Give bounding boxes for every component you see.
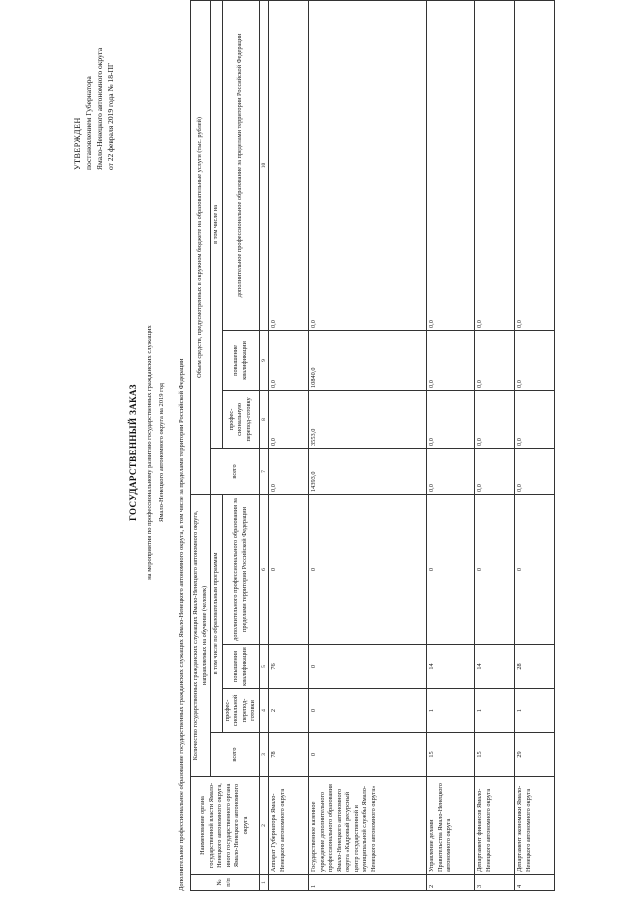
- header-total: всего: [211, 733, 260, 777]
- header-incl: в том числе по образовательным программам: [211, 494, 223, 732]
- cell-total: 0: [309, 733, 427, 777]
- table-row: [427, 0, 475, 890]
- cell-qual: 28: [515, 645, 555, 689]
- column-number: 6: [259, 494, 269, 644]
- cell-abroad: 0: [515, 494, 555, 644]
- cell-no: 2: [427, 875, 475, 891]
- column-number: 7: [259, 448, 269, 494]
- cell-organ: Департамент экономики Ямало-Ненецкого автономного округа: [515, 777, 555, 875]
- cell-no: 3: [475, 875, 515, 891]
- cell-organ: Аппарат Губернатора Ямало-Ненецкого автономного округа: [269, 777, 309, 875]
- cell-volume-qual: 0,0: [515, 330, 555, 390]
- cell-organ: Государственное казенное учреждение дополнительного профессионального образования Ямало-Ненецкого автономного округа «Кадровый ресурсный центр государственной и муниципальной службы Ямало-Ненецкого автономного округа»: [309, 777, 427, 875]
- cell-total: 15: [475, 733, 515, 777]
- cell-abroad: 0: [427, 494, 475, 644]
- cell-total: 29: [515, 733, 555, 777]
- approval-heading: УТВЕРЖДЕН: [73, 117, 82, 170]
- header-incl: в том числе на: [211, 0, 223, 448]
- cell-prof: 1: [515, 689, 555, 733]
- cell-volume-prof: 3553,0: [309, 390, 427, 448]
- state-order-table: [190, 0, 555, 891]
- cell-no: 4: [515, 875, 555, 891]
- header-abroad: дополнительного профессионального образования за пределами территории Российской Федерации: [222, 494, 259, 644]
- cell-prof: 1: [427, 689, 475, 733]
- cell-qual: 76: [269, 645, 309, 689]
- cell-no: 1: [309, 875, 427, 891]
- cell-prof: 2: [269, 689, 309, 733]
- header-no: № п/п: [191, 875, 260, 891]
- cell-total: 78: [269, 733, 309, 777]
- cell-abroad: 0: [269, 494, 309, 644]
- cell-volume-abroad: 0,0: [515, 0, 555, 330]
- document-subtitle: на мероприятия по профессиональному развитию государственных гражданских служащих: [146, 325, 153, 580]
- column-number: 5: [259, 645, 269, 689]
- table-row: [475, 0, 515, 890]
- column-number: 4: [259, 689, 269, 733]
- cell-prof: 0: [309, 689, 427, 733]
- cell-volume-abroad: 0,0: [427, 0, 475, 330]
- column-number: 10: [259, 0, 269, 330]
- cell-organ: Департамент финансов Ямало-Ненецкого автономного округа: [475, 777, 515, 875]
- column-number: 9: [259, 330, 269, 390]
- cell-volume-prof: 0,0: [427, 390, 475, 448]
- cell-volume-qual: 0,0: [427, 330, 475, 390]
- cell-total: 15: [427, 733, 475, 777]
- table-row: [309, 0, 427, 890]
- header-qual: повышения квалификации: [222, 645, 259, 689]
- cell-volume-total: 0,0: [269, 448, 309, 494]
- cell-volume-abroad: 0,0: [309, 0, 427, 330]
- cell-organ: Управление делами Правительства Ямало-Ненецкого автономного округа: [427, 777, 475, 875]
- approval-line: от 22 февраля 2019 года № 18-ПГ: [106, 62, 115, 170]
- cell-volume-qual: 0,0: [475, 330, 515, 390]
- column-number: 8: [259, 390, 269, 448]
- approval-line: постановлением Губернатора: [84, 76, 93, 170]
- approval-line: Ямало-Ненецкого автономного округа: [95, 47, 104, 170]
- header-organ: Наименование органа государственной власти Ямало-Ненецкого автономного округа, иного государственного органа Ямало-Ненецкого автономного округа: [191, 777, 260, 875]
- cell-qual: 14: [427, 645, 475, 689]
- cell-volume-total: 0,0: [475, 448, 515, 494]
- header-count-group: Количество государственных гражданских служащих Ямало-Ненецкого автономного округа, направляемых на обучение (человек): [191, 494, 211, 776]
- document-title: ГОСУДАРСТВЕННЫЙ ЗАКАЗ: [128, 384, 138, 521]
- cell-volume-prof: 0,0: [515, 390, 555, 448]
- approval-stamp: [72, 0, 116, 170]
- cell-abroad: 0: [475, 494, 515, 644]
- header-qual: повышение квалификации: [222, 330, 259, 390]
- cell-prof: 1: [475, 689, 515, 733]
- cell-volume-abroad: 0,0: [269, 0, 309, 330]
- header-volume-group: Объем средств, предусмотренных в окружном бюджете на образовательные услуги (тыс. рублей): [191, 0, 211, 494]
- column-number: 3: [259, 733, 269, 777]
- cell-volume-qual: 0,0: [269, 330, 309, 390]
- column-number: 1: [259, 875, 269, 891]
- header-abroad: дополнительное профессиональное образование за пределами территории Российской Федерации: [222, 0, 259, 330]
- cell-volume-prof: 0,0: [269, 390, 309, 448]
- cell-volume-abroad: 0,0: [475, 0, 515, 330]
- cell-volume-total: 0,0: [515, 448, 555, 494]
- cell-qual: 14: [475, 645, 515, 689]
- cell-abroad: 0: [309, 494, 427, 644]
- header-prof: профес-сиональную перепод-готовку: [222, 390, 259, 448]
- document-subtitle: Ямало-Ненецкого автономного округа на 2019 год: [158, 383, 165, 522]
- table-row: [269, 0, 309, 890]
- cell-volume-total: 0,0: [427, 448, 475, 494]
- header-prof: профес-сиональной перепод-готовки: [222, 689, 259, 733]
- cell-no: [269, 875, 309, 891]
- table-caption: Дополнительное профессиональное образование государственных гражданских служащих Ямало-Ненецкого автономного округа, в том числе за пределами территории Российской Федерации: [178, 358, 185, 891]
- header-total: всего: [211, 448, 260, 494]
- cell-qual: 0: [309, 645, 427, 689]
- cell-volume-total: 14393,0: [309, 448, 427, 494]
- cell-volume-qual: 10840,0: [309, 330, 427, 390]
- cell-volume-prof: 0,0: [475, 390, 515, 448]
- table-row: [515, 0, 555, 890]
- column-number: 2: [259, 777, 269, 875]
